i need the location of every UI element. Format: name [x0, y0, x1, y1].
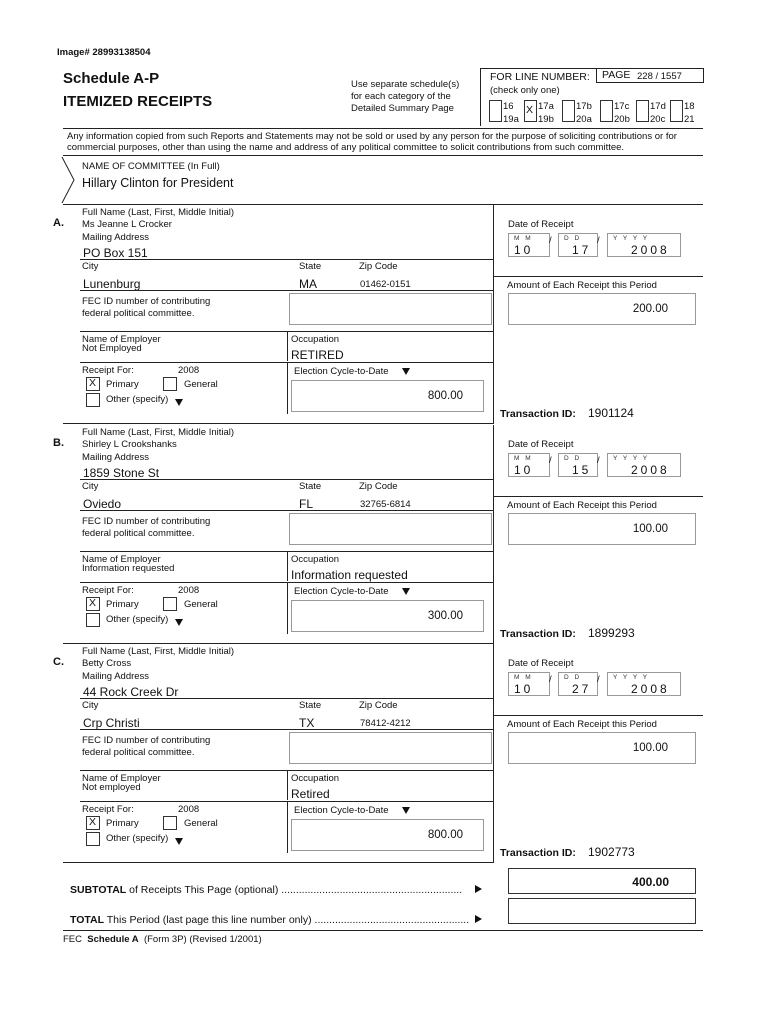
amount-topline — [493, 276, 703, 277]
total-arrow-icon — [475, 915, 482, 923]
fec-id-field[interactable] — [289, 293, 492, 325]
line-option-top-label: 17b — [576, 101, 592, 112]
general-checkbox[interactable] — [163, 377, 177, 391]
line-option-top-label: 16 — [503, 101, 514, 112]
general-checkbox[interactable] — [163, 816, 177, 830]
total-rest: This Period (last page this line number only) ..................................................... — [104, 914, 470, 926]
section-bottom-line — [63, 423, 493, 424]
date-year: 2008 — [631, 243, 670, 257]
year-placeholder: Y Y Y Y — [613, 235, 650, 242]
zip-value: 78412-4212 — [360, 718, 411, 729]
line-option-top-label: 17c — [614, 101, 630, 112]
employer-divider — [287, 551, 288, 581]
occupation-label: Occupation — [291, 773, 340, 784]
contributor-name: Shirley L Crookshanks — [82, 439, 177, 450]
election-cycle-amount: 800.00 — [427, 390, 463, 402]
election-cycle-label: Election Cycle-to-Date — [294, 586, 389, 597]
city-value: Oviedo — [83, 497, 122, 511]
footer-form-id — [63, 934, 262, 945]
line-option-check-mark: X — [526, 104, 534, 116]
general-label: General — [184, 599, 218, 610]
date-year: 2008 — [631, 682, 670, 696]
amount-topline — [493, 496, 703, 497]
schedule-subtitle: ITEMIZED RECEIPTS — [63, 93, 213, 110]
zip-label: Zip Code — [359, 261, 398, 272]
amount-each-label: Amount of Each Receipt this Period — [507, 500, 657, 511]
date-of-receipt-label: Date of Receipt — [508, 658, 574, 669]
schedule-title: Schedule A-P — [63, 70, 160, 87]
line-option-bottom-label: 19b — [538, 114, 554, 125]
receipt-letter: B. — [53, 437, 64, 449]
fec-id-label: FEC ID number of contributing federal political committee. — [82, 516, 211, 539]
line-option-top-label: 17a — [538, 101, 554, 112]
line-option-checkbox[interactable] — [670, 100, 683, 122]
other-dropdown-icon[interactable] — [175, 399, 183, 406]
general-label: General — [184, 818, 218, 829]
day-placeholder: D D — [564, 235, 582, 242]
receipt-year: 2008 — [178, 365, 200, 376]
footer-rest: (Form 3P) (Revised 1/2001) — [143, 934, 262, 945]
fec-id-field[interactable] — [289, 513, 492, 545]
other-checkbox[interactable] — [86, 393, 100, 407]
line-number-label: FOR LINE NUMBER: — [490, 71, 590, 83]
employer-value: Not Employed — [82, 343, 142, 354]
section-bottom-line — [63, 862, 493, 863]
line-option-bottom-label: 19a — [503, 114, 519, 125]
election-cycle-icon — [402, 368, 410, 375]
transaction-id-value: 1899293 — [588, 626, 635, 640]
other-checkbox[interactable] — [86, 613, 100, 627]
mailing-address-label: Mailing Address — [82, 671, 150, 682]
election-cycle-label: Election Cycle-to-Date — [294, 366, 389, 377]
fec-id-label: FEC ID number of contributing federal political committee. — [82, 735, 211, 758]
date-day: 17 — [572, 243, 592, 257]
separate-schedule-note-box — [341, 71, 477, 127]
month-placeholder: M M — [514, 455, 533, 462]
line-option-bottom-label: 21 — [684, 114, 695, 125]
right-column-divider — [493, 425, 494, 644]
zip-value: 01462-0151 — [360, 279, 411, 290]
date-slash: / — [597, 455, 600, 466]
receipt-for-label: Receipt For: — [82, 804, 134, 815]
employer-divider — [287, 331, 288, 361]
city-label: City — [82, 700, 99, 711]
employer-label: Name of Employer — [82, 554, 161, 565]
state-value: FL — [299, 497, 314, 511]
city-value: Lunenburg — [83, 277, 141, 291]
page-number: 228 / 1557 — [637, 71, 682, 82]
employer-label: Name of Employer — [82, 773, 161, 784]
primary-label: Primary — [106, 379, 139, 390]
subtotal-box — [508, 868, 696, 894]
date-day: 15 — [572, 463, 592, 477]
date-day: 27 — [572, 682, 592, 696]
state-value: TX — [299, 716, 315, 730]
date-slash: / — [597, 674, 600, 685]
separate-schedule-note: Use separate schedule(s) for each category of the Detailed Summary Page — [351, 79, 460, 114]
election-cycle-amount: 300.00 — [427, 610, 463, 622]
line-option-bottom-label: 20b — [614, 114, 630, 125]
subtotal-rest: of Receipts This Page (optional) .............................................................. — [126, 884, 463, 896]
date-month: 10 — [514, 682, 534, 696]
subtotal-arrow-icon — [475, 885, 482, 893]
check-only-one: (check only one) — [490, 85, 560, 96]
mailing-address: 44 Rock Creek Dr — [83, 685, 179, 699]
amount-each-label: Amount of Each Receipt this Period — [507, 719, 657, 730]
day-placeholder: D D — [564, 674, 582, 681]
occupation-value: Retired — [291, 787, 330, 801]
line-option-top-label: 17d — [650, 101, 666, 112]
state-value: MA — [299, 277, 317, 291]
receipt-divider — [287, 362, 288, 414]
other-dropdown-icon[interactable] — [175, 619, 183, 626]
committee-label: NAME OF COMMITTEE (In Full) — [82, 161, 220, 172]
full-name-label: Full Name (Last, First, Middle Initial) — [82, 207, 235, 218]
transaction-id-label: Transaction ID: — [500, 847, 576, 859]
page-label: PAGE — [602, 69, 631, 81]
primary-label: Primary — [106, 599, 139, 610]
month-placeholder: M M — [514, 235, 533, 242]
occupation-value: Information requested — [291, 568, 408, 582]
disclaimer-text: Any information copied from such Reports and Statements may not be sold or used by any person for the purpose of soliciting contributions or for commercial purposes, other than using the name and address of any political committee to solicit contributions from such committee. — [67, 131, 677, 153]
line-option-bottom-label: 20c — [650, 114, 666, 125]
zip-label: Zip Code — [359, 481, 398, 492]
contributor-name: Ms Jeanne L Crocker — [82, 219, 172, 230]
line-option-bottom-label: 20a — [576, 114, 592, 125]
full-name-label: Full Name (Last, First, Middle Initial) — [82, 646, 235, 657]
other-label: Other (specify) — [106, 394, 169, 405]
receipt-letter: A. — [53, 217, 64, 229]
amount-each-label: Amount of Each Receipt this Period — [507, 280, 657, 291]
date-slash: / — [549, 455, 552, 466]
employer-divider — [287, 770, 288, 800]
city-label: City — [82, 481, 99, 492]
primary-mark: X — [89, 597, 97, 609]
image-id: Image# 28993138504 — [57, 47, 151, 58]
mailing-address: PO Box 151 — [83, 246, 148, 260]
state-label: State — [299, 481, 322, 492]
address-underline — [80, 479, 493, 480]
receipt-divider — [287, 801, 288, 853]
date-slash: / — [549, 674, 552, 685]
primary-mark: X — [89, 816, 97, 828]
day-placeholder: D D — [564, 455, 582, 462]
date-month: 10 — [514, 463, 534, 477]
committee-name: Hillary Clinton for President — [82, 176, 234, 190]
amount-value: 200.00 — [632, 303, 668, 315]
date-month: 10 — [514, 243, 534, 257]
subtotal-bold: SUBTOTAL — [70, 884, 127, 896]
transaction-id-label: Transaction ID: — [500, 628, 576, 640]
line-option-checkbox[interactable] — [562, 100, 575, 122]
employer-value: Not employed — [82, 782, 141, 793]
footer-bold: Schedule A — [87, 934, 139, 945]
mailing-address-label: Mailing Address — [82, 232, 150, 243]
total-bold: TOTAL — [70, 914, 105, 926]
line-option-checkbox[interactable] — [600, 100, 613, 122]
receipt-divider — [287, 582, 288, 634]
general-label: General — [184, 379, 218, 390]
fec-id-field[interactable] — [289, 732, 492, 764]
occupation-label: Occupation — [291, 554, 340, 565]
election-cycle-icon — [402, 807, 410, 814]
line-option-checkbox[interactable] — [489, 100, 502, 122]
election-cycle-label: Election Cycle-to-Date — [294, 805, 389, 816]
section-bottom-line — [63, 643, 493, 644]
other-dropdown-icon[interactable] — [175, 838, 183, 845]
date-year: 2008 — [631, 463, 670, 477]
primary-label: Primary — [106, 818, 139, 829]
employer-value: Information requested — [82, 563, 175, 574]
subtotal-value: 400.00 — [632, 875, 669, 889]
city-label: City — [82, 261, 99, 272]
receipt-year: 2008 — [178, 585, 200, 596]
contributor-name: Betty Cross — [82, 658, 132, 669]
committee-bracket — [60, 155, 80, 205]
date-of-receipt-label: Date of Receipt — [508, 439, 574, 450]
zip-label: Zip Code — [359, 700, 398, 711]
full-name-label: Full Name (Last, First, Middle Initial) — [82, 427, 235, 438]
amount-topline — [493, 715, 703, 716]
month-placeholder: M M — [514, 674, 533, 681]
city-value: Crp Christi — [83, 716, 140, 730]
transaction-id-value: 1901124 — [588, 406, 634, 420]
line-option-checkbox[interactable] — [636, 100, 649, 122]
address-underline — [80, 698, 493, 699]
amount-value: 100.00 — [632, 523, 668, 535]
fec-id-label: FEC ID number of contributing federal political committee. — [82, 296, 211, 319]
other-checkbox[interactable] — [86, 832, 100, 846]
other-label: Other (specify) — [106, 614, 169, 625]
address-underline — [80, 259, 493, 260]
receipt-year: 2008 — [178, 804, 200, 815]
other-label: Other (specify) — [106, 833, 169, 844]
general-checkbox[interactable] — [163, 597, 177, 611]
zip-value: 32765-6814 — [360, 499, 411, 510]
city-underline — [80, 290, 493, 291]
primary-mark: X — [89, 377, 97, 389]
receipt-letter: C. — [53, 656, 64, 668]
date-slash: / — [549, 235, 552, 246]
election-cycle-icon — [402, 588, 410, 595]
amount-value: 100.00 — [632, 742, 668, 754]
mailing-address-label: Mailing Address — [82, 452, 150, 463]
state-label: State — [299, 261, 322, 272]
receipt-for-label: Receipt For: — [82, 365, 134, 376]
city-underline — [80, 510, 493, 511]
right-column-divider — [493, 644, 494, 863]
state-label: State — [299, 700, 322, 711]
date-slash: / — [597, 235, 600, 246]
transaction-id-value: 1902773 — [588, 845, 635, 859]
right-column-divider — [493, 205, 494, 424]
subtotal-label — [70, 884, 462, 896]
year-placeholder: Y Y Y Y — [613, 674, 650, 681]
city-underline — [80, 729, 493, 730]
occupation-value: RETIRED — [291, 348, 344, 362]
transaction-id-label: Transaction ID: — [500, 408, 576, 420]
receipt-for-label: Receipt For: — [82, 585, 134, 596]
employer-label: Name of Employer — [82, 334, 161, 345]
footer-prefix: FEC — [63, 934, 82, 945]
election-cycle-amount: 800.00 — [427, 829, 463, 841]
year-placeholder: Y Y Y Y — [613, 455, 650, 462]
occupation-label: Occupation — [291, 334, 340, 345]
line-option-top-label: 18 — [684, 101, 695, 112]
total-label — [70, 914, 469, 926]
date-of-receipt-label: Date of Receipt — [508, 219, 574, 230]
mailing-address: 1859 Stone St — [83, 466, 160, 480]
total-box — [508, 898, 696, 924]
